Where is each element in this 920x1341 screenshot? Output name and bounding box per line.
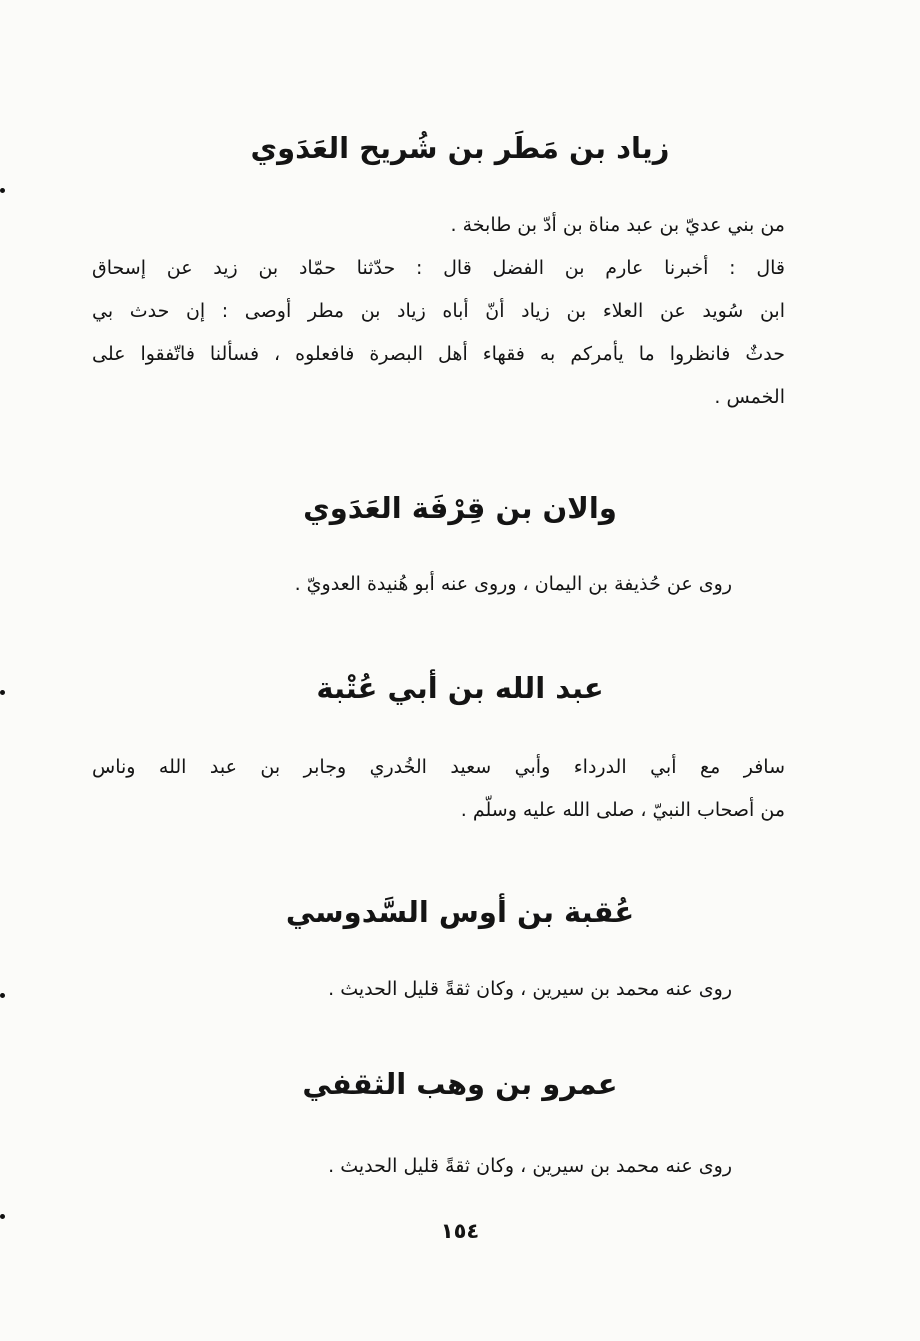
text-line: قال : أخبرنا عارم بن الفضل قال : حدّثنا حمّاد بن زيد عن إسحاق: [92, 257, 785, 279]
scan-speck: [0, 188, 5, 193]
scan-speck: [0, 690, 5, 695]
entry-heading: عُقبة بن أوس السَّدوسي: [285, 895, 635, 929]
entry-heading: والان بن قِرْفَة العَدَوي: [303, 491, 617, 525]
text-line: من بني عديّ بن عبد مناة بن أدّ بن طابخة .: [450, 214, 785, 236]
entry-heading: زياد بن مَطَر بن شُريح العَدَوي: [250, 131, 670, 165]
scan-speck: [0, 993, 5, 998]
entry-body: [92, 746, 785, 832]
scan-speck: [0, 1214, 5, 1219]
entry-heading: عبد الله بن أبي عُتْبة: [316, 671, 604, 705]
text-line: حدثٌ فانظروا ما يأمركم به فقهاء أهل البصرة فافعلوه ، فسألنا فاتّفقوا على: [92, 343, 785, 365]
entry-body-line: روى عنه محمد بن سيرين ، وكان ثقةً قليل الحديث .: [328, 1155, 732, 1177]
entry-body-line: روى عنه محمد بن سيرين ، وكان ثقةً قليل الحديث .: [328, 978, 732, 1000]
text-line: من أصحاب النبيّ ، صلى الله عليه وسلّم .: [460, 799, 785, 821]
text-line: ابن سُويد عن العلاء بن زياد أنّ أباه زياد بن مطر أوصى : إن حدث بي: [92, 300, 785, 322]
entry-body: [92, 204, 785, 419]
page-number: ١٥٤: [440, 1219, 480, 1243]
text-line: الخمس .: [714, 386, 785, 408]
entry-heading: عمرو بن وهب الثقفي: [302, 1067, 618, 1101]
text-line: سافر مع أبي الدرداء وأبي سعيد الخُدري وجابر بن عبد الله وناس: [92, 756, 785, 778]
entry-body-line: روى عن حُذيفة بن اليمان ، وروى عنه أبو هُنيدة العدويّ .: [294, 573, 732, 595]
